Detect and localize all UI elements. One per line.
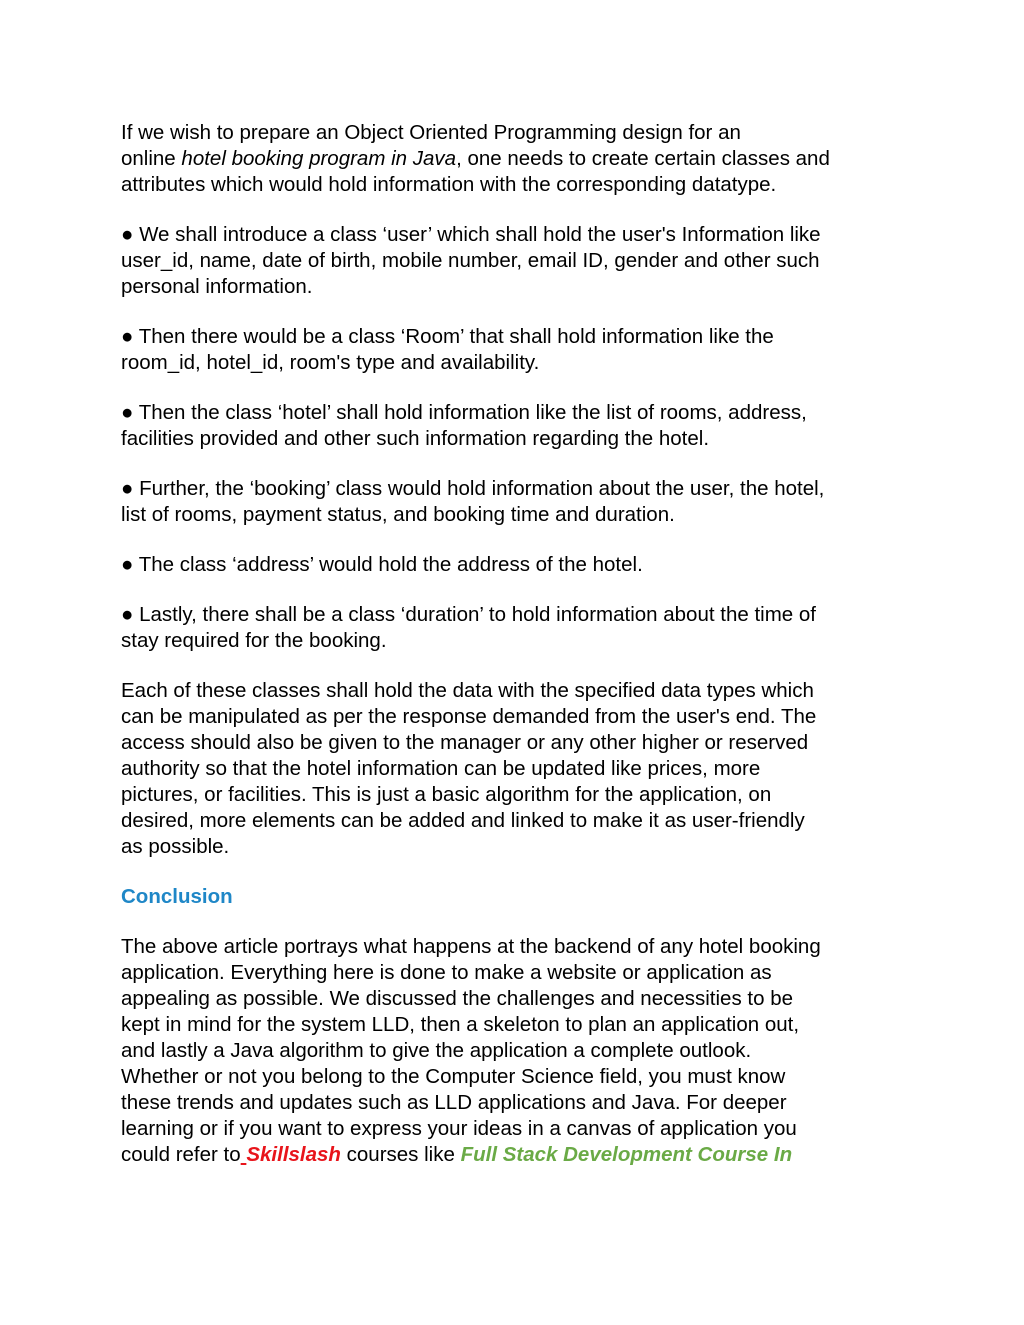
text-line: room_id, hotel_id, room's type and availability.: [121, 351, 540, 374]
bullet-item-room: [121, 324, 911, 376]
text-line: as possible.: [121, 835, 230, 858]
text-line: facilities provided and other such information regarding the hotel.: [121, 427, 710, 450]
course-link[interactable]: Full Stack Development Course In: [460, 1143, 793, 1166]
text-line: ● We shall introduce a class ‘user’ which shall hold the user's Information like: [121, 223, 821, 246]
text-line: application. Everything here is done to make a website or application as: [121, 961, 772, 984]
text-line: ● Then there would be a class ‘Room’ that shall hold information like the: [121, 325, 774, 348]
bullet-item-booking: [121, 476, 911, 528]
text-line: authority so that the hotel information can be updated like prices, more: [121, 757, 761, 780]
text-line: Whether or not you belong to the Computer Science field, you must know: [121, 1065, 786, 1088]
text-line: and lastly a Java algorithm to give the application a complete outlook.: [121, 1039, 752, 1062]
text-line: kept in mind for the system LLD, then a skeleton to plan an application out,: [121, 1013, 800, 1036]
text-span: courses like: [340, 1143, 461, 1166]
conclusion-paragraph: [121, 934, 911, 1168]
text-line: [121, 146, 911, 172]
text-line: stay required for the booking.: [121, 629, 387, 652]
bullet-item-duration: [121, 602, 911, 654]
conclusion-heading: Conclusion: [121, 885, 233, 908]
text-line: ● Then the class ‘hotel’ shall hold information like the list of rooms, address,: [121, 401, 807, 424]
text-line: attributes which would hold information with the corresponding datatype.: [121, 173, 777, 196]
intro-paragraph: [121, 120, 911, 198]
text-line: desired, more elements can be added and linked to make it as user-friendly: [121, 809, 805, 832]
text-span: could refer to: [121, 1143, 241, 1166]
text-line: list of rooms, payment status, and booking time and duration.: [121, 503, 675, 526]
document-page: [121, 120, 911, 1192]
text-line: If we wish to prepare an Object Oriented Programming design for an: [121, 121, 741, 144]
text-line: appealing as possible. We discussed the challenges and necessities to be: [121, 987, 793, 1010]
classes-paragraph: [121, 678, 911, 860]
text-line: ● The class ‘address’ would hold the address of the hotel.: [121, 553, 643, 576]
text-span: , one needs to create certain classes and: [456, 147, 830, 170]
text-line: these trends and updates such as LLD applications and Java. For deeper: [121, 1091, 787, 1114]
text-line: user_id, name, date of birth, mobile number, email ID, gender and other such: [121, 249, 820, 272]
text-line: learning or if you want to express your ideas in a canvas of application you: [121, 1117, 797, 1140]
skillslash-link[interactable]: Skillslash: [246, 1143, 341, 1166]
text-line: Each of these classes shall hold the data with the specified data types which: [121, 679, 814, 702]
text-line: pictures, or facilities. This is just a basic algorithm for the application, on: [121, 783, 772, 806]
text-line: ● Lastly, there shall be a class ‘duration’ to hold information about the time of: [121, 603, 816, 626]
italic-phrase: hotel booking program in Java: [181, 147, 457, 170]
text-line: The above article portrays what happens at the backend of any hotel booking: [121, 935, 821, 958]
text-line: ● Further, the ‘booking’ class would hold information about the user, the hotel,: [121, 477, 825, 500]
bullet-item-address: [121, 552, 911, 578]
bullet-item-hotel: [121, 400, 911, 452]
text-line: access should also be given to the manager or any other higher or reserved: [121, 731, 809, 754]
text-line: [121, 1142, 911, 1168]
text-line: personal information.: [121, 275, 313, 298]
text-line: can be manipulated as per the response demanded from the user's end. The: [121, 705, 817, 728]
text-span: online: [121, 147, 182, 170]
bullet-item-user: [121, 222, 911, 300]
